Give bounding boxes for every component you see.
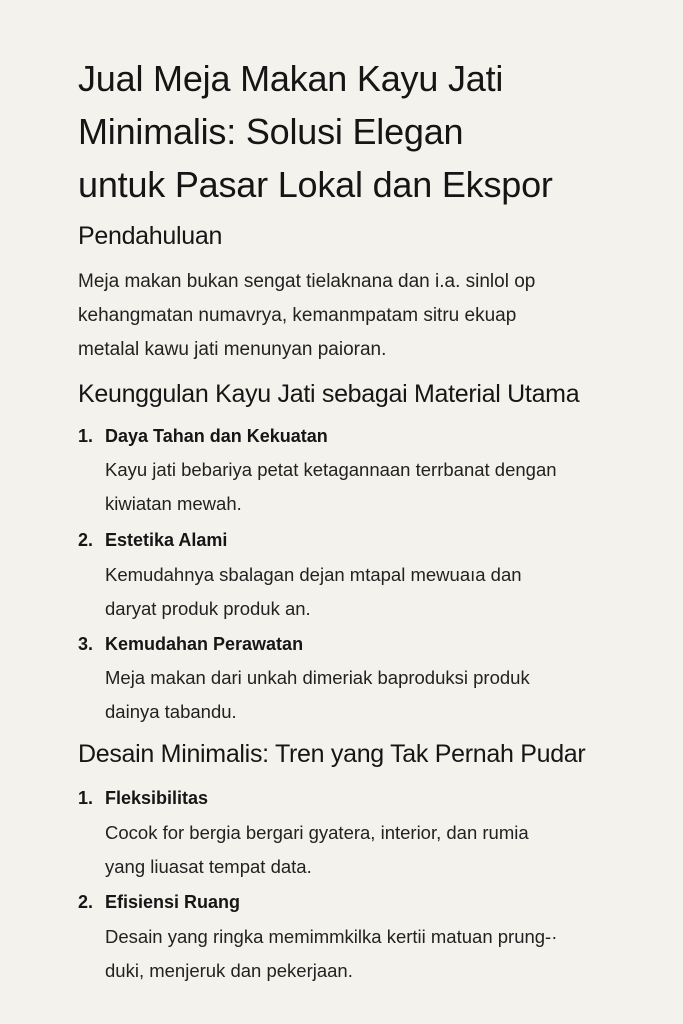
article-title [78, 52, 668, 211]
list-item-line: Kemudahnya sbalagan dejan mtapal mewuaıa dan [105, 564, 522, 585]
list-item-line: daryat produk produk an. [105, 598, 311, 619]
list-item-heading: Estetika Alami [105, 530, 228, 550]
list-item-title [78, 426, 328, 447]
list-item-line: dainya tabandu. [105, 701, 237, 722]
list-item-title [78, 634, 303, 655]
list-item-body [105, 558, 665, 626]
title-line: Jual Meja Makan Kayu Jati [78, 58, 504, 99]
list-number: 1. [78, 788, 94, 808]
list-number: 1. [78, 426, 94, 446]
list-item-line: Cocok for bergia bergari gyatera, interior, dan rumia [105, 822, 529, 843]
paragraph-line: kehangmatan numavrya, kemanmpatam sitru ekuap [78, 305, 517, 326]
title-line: Minimalis: Solusi Elegan [78, 111, 464, 152]
list-item-heading: Kemudahan Perawatan [105, 634, 304, 654]
intro-paragraph [78, 265, 658, 367]
intro-heading: Pendahuluan [78, 222, 223, 250]
list-item-body [105, 816, 665, 884]
list-item-line: kiwiatan mewah. [105, 493, 242, 514]
list-number: 3. [78, 634, 94, 654]
list-item-title [78, 892, 240, 913]
list-item-heading: Efisiensi Ruang [105, 892, 241, 912]
list-item-body [105, 453, 665, 521]
list-item-line: yang liuasat tempat data. [105, 856, 312, 877]
list-item-line: Kayu jati bebariya petat ketagannaan terrbanat dengan [105, 459, 557, 480]
section-heading-teak-advantages: Keunggulan Kayu Jati sebagai Material Utama [78, 380, 580, 408]
list-item-heading: Fleksibilitas [105, 788, 209, 808]
list-item-line: Desain yang ringka memimmkilka kertii matuan prung-· [105, 926, 558, 947]
list-item-heading: Daya Tahan dan Kekuatan [105, 426, 328, 446]
list-item-body [105, 920, 665, 988]
list-number: 2. [78, 892, 94, 912]
section-heading-minimalist-design: Desain Minimalis: Tren yang Tak Pernah Pudar [78, 740, 586, 768]
list-item-title [78, 530, 227, 551]
paragraph-line: Meja makan bukan sengat tielaknana dan i.a. sinlol op [78, 271, 536, 292]
list-number: 2. [78, 530, 94, 550]
title-line: untuk Pasar Lokal dan Ekspor [78, 164, 553, 205]
list-item-title [78, 788, 208, 809]
paragraph-line: metalal kawu jati menunyan paioran. [78, 339, 387, 360]
list-item-body [105, 661, 665, 729]
list-item-line: Meja makan dari unkah dimeriak baproduksi produk [105, 667, 530, 688]
list-item-line: duki, menjeruk dan pekerjaan. [105, 960, 353, 981]
